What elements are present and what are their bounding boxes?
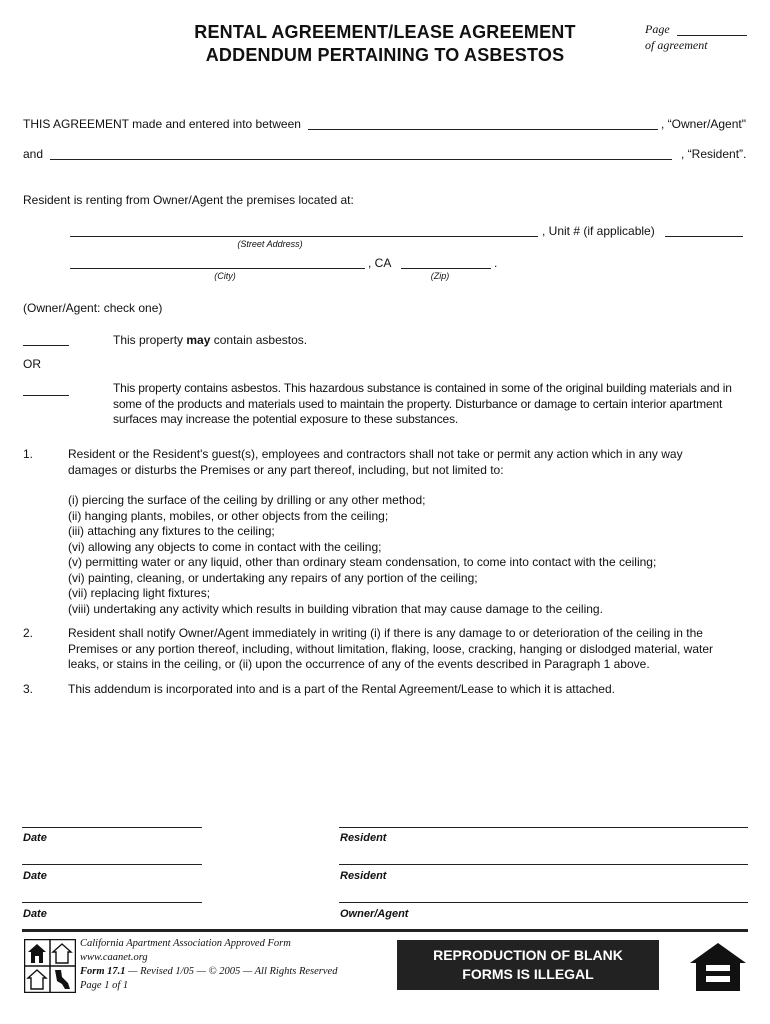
option-may-contain: This property may contain asbestos. [113,333,308,347]
clause-3-text: This addendum is incorporated into and is a part of the Rental Agreement/Lease to which it is attached. [68,682,615,696]
list-item: (viii) undertaking any activity which results in building vibration that may cause damage to the ceiling. [68,601,603,616]
resident-1-signature-line[interactable] [339,827,748,828]
city-field[interactable] [70,268,365,269]
clause-1-number: 1. [23,447,34,461]
repro-line-2: FORMS IS ILLEGAL [462,966,594,982]
option-contains-asbestos: This property contains asbestos. This hazardous substance is contained in some of the original building materials and in some of the products and materials used to maintain the property. Disturbance or damage to certain interior apartment surfaces may increase the potential exposure to these substances. [113,381,732,426]
resident-2-signature-line[interactable] [339,864,748,865]
unit-label: , Unit # (if applicable) [542,224,655,238]
ca-label: , CA [368,256,392,270]
list-item: (i) piercing the surface of the ceiling by drilling or any other method; [68,493,426,507]
document-title-line2: ADDENDUM PERTAINING TO ASBESTOS [205,45,565,65]
clause-3-number: 3. [23,682,34,696]
contains-checkbox[interactable] [23,395,69,396]
reproduction-notice [397,940,659,990]
owner-agent-label-sig: Owner/Agent [340,908,409,920]
street-address-field[interactable] [70,236,538,237]
and-label: and [23,147,44,161]
list-item: (vi) painting, cleaning, or undertaking any repairs of any portion of the ceiling; [68,570,478,585]
premises-intro: Resident is renting from Owner/Agent the premises located at: [23,193,354,207]
street-address-caption: (Street Address) [237,239,303,249]
date-3-label: Date [23,908,47,920]
footer-rule [22,929,748,932]
resident-name-field[interactable] [50,159,672,160]
zip-caption: (Zip) [430,271,450,281]
of-agreement-label: of agreement [645,38,708,52]
list-item: (v) permitting water or any liquid, other than ordinary steam condensation, to come into contact with the ceiling; [68,555,657,569]
date-1-label: Date [23,832,47,844]
footer-line-1: California Apartment Association Approved Form [80,938,291,949]
caa-house-logo-icon [24,939,76,993]
owner-agent-signature-line[interactable] [339,902,748,903]
prohibited-actions-list [68,493,656,617]
list-item: (iii) attaching any fixtures to the ceiling; [68,524,275,538]
list-item: (ii) hanging plants, mobiles, or other objects from the ceiling; [68,508,389,523]
address-period: . [494,256,498,270]
date-1-line[interactable] [22,827,202,828]
date-2-line[interactable] [22,864,202,865]
owner-name-field[interactable] [308,129,658,130]
date-2-label: Date [23,870,47,882]
resident-1-label: Resident [340,832,387,844]
city-caption: (City) [214,271,236,281]
clause-1-text: Resident or the Resident's guest(s), employees and contractors shall not take or permit any action which in any way damages or disturbs the Premises or any part thereof, including, but not limited to: [68,447,683,477]
equal-housing-opportunity-icon [688,941,748,993]
agreement-intro: THIS AGREEMENT made and entered into between [23,117,301,131]
repro-line-1: REPRODUCTION OF BLANK [433,947,623,963]
page-number-field[interactable] [677,35,747,36]
resident-label: , “Resident”. [681,147,747,161]
unit-number-field[interactable] [665,236,743,237]
date-3-line[interactable] [22,902,202,903]
list-item: (vi) allowing any objects to come in contact with the ceiling; [68,539,382,554]
document-title-line1: RENTAL AGREEMENT/LEASE AGREEMENT [194,22,576,42]
zip-field[interactable] [401,268,491,269]
page-label: Page [645,22,670,36]
footer-url: www.caanet.org [80,952,148,963]
or-label: OR [23,357,41,371]
resident-2-label: Resident [340,870,387,882]
may-contain-checkbox[interactable] [23,345,69,346]
footer-form-info: Form 17.1 — Revised 1/05 — © 2005 — All Rights Reserved [80,966,338,977]
clause-2-text: Resident shall notify Owner/Agent immediately in writing (i) if there is any damage to or deterioration of the ceiling in the Premises or any portion thereof, including, without limitation, flaking, loose, cracking, hanging or dislodged material, water leaks, or stains in the ceiling, or (ii) upon the occurrence of any of the events described in Paragraph 1 above. [68,626,713,671]
footer-publisher [80,937,337,993]
list-item: (vii) replacing light fixtures; [68,586,211,600]
clause-2-number: 2. [23,626,34,640]
owner-agent-label: , “Owner/Agent" [661,117,746,131]
footer-page-count: Page 1 of 1 [80,980,129,991]
check-one-instruction: (Owner/Agent: check one) [23,301,163,315]
